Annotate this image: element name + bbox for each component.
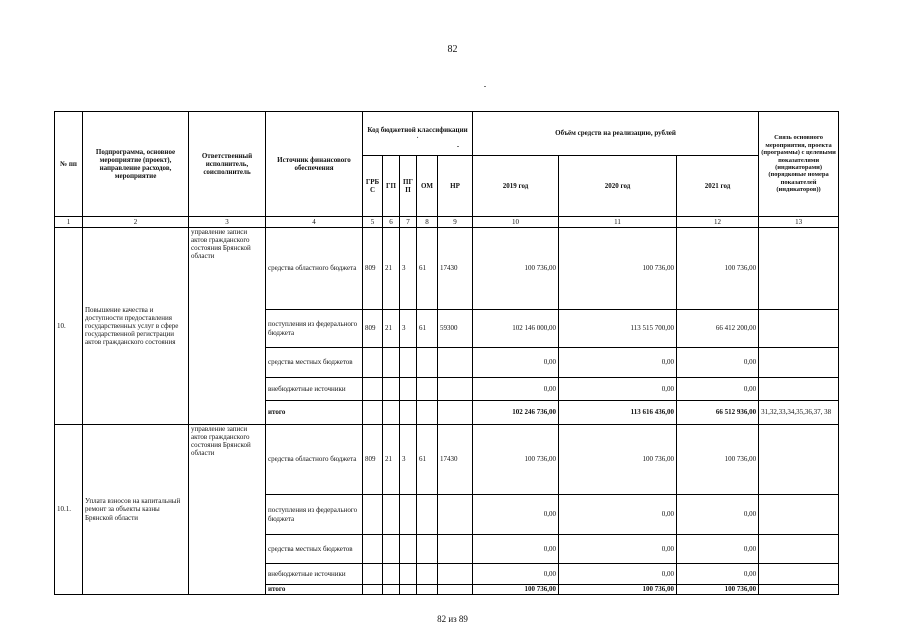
header-no: № пп	[55, 112, 83, 217]
page-number-bottom: 82 из 89	[437, 614, 468, 624]
indicator-link: 31,32,33,34,35,36,37, 38	[759, 401, 839, 425]
amount-2019: 0,00	[473, 378, 559, 401]
code-grbs	[363, 348, 383, 378]
code-grbs	[363, 564, 383, 585]
code-grbs	[363, 401, 383, 425]
code-gp	[383, 495, 400, 535]
code-nr: 17430	[438, 228, 473, 310]
indicator-link	[759, 425, 839, 495]
column-number: 8	[417, 217, 438, 228]
header-indicator-link: Связь основного мероприятия, проекта (программы) с целевыми показателями (индикаторами) (порядковые номера показателей (индикаторов))	[759, 112, 839, 217]
code-pgp	[400, 564, 417, 585]
header-year-2019: 2019 год	[473, 156, 559, 217]
funding-source: внебюджетные источники	[266, 378, 363, 401]
code-pgp	[400, 348, 417, 378]
code-pgp	[400, 535, 417, 564]
code-grbs: 809	[363, 425, 383, 495]
header-nr: НР	[438, 156, 473, 217]
code-nr	[438, 495, 473, 535]
amount-2020: 0,00	[559, 378, 677, 401]
code-om	[417, 585, 438, 595]
code-om: 61	[417, 310, 438, 348]
code-grbs	[363, 535, 383, 564]
header-grbs: ГРБ С	[363, 156, 383, 217]
code-pgp: 3	[400, 310, 417, 348]
funding-source: итого	[266, 401, 363, 425]
column-number: 12	[677, 217, 759, 228]
code-nr	[438, 348, 473, 378]
measure-block	[55, 425, 839, 595]
code-gp	[383, 564, 400, 585]
code-gp	[383, 401, 400, 425]
column-number: 2	[83, 217, 189, 228]
indicator-link	[759, 310, 839, 348]
code-om	[417, 495, 438, 535]
amount-2021: 0,00	[677, 535, 759, 564]
header-pgp: ПГ П	[400, 156, 417, 217]
amount-2020: 100 736,00	[559, 585, 677, 595]
funding-source: средства областного бюджета	[266, 425, 363, 495]
amount-2021: 0,00	[677, 495, 759, 535]
amount-2021: 0,00	[677, 564, 759, 585]
header-om: ОМ	[417, 156, 438, 217]
header-budget-code-group	[363, 112, 473, 156]
code-pgp: 3	[400, 425, 417, 495]
code-grbs: 809	[363, 310, 383, 348]
amount-2020: 113 616 436,00	[559, 401, 677, 425]
amount-2020: 0,00	[559, 348, 677, 378]
indicator-link	[759, 585, 839, 595]
table-row	[55, 425, 839, 495]
table-row	[55, 228, 839, 310]
funding-source: средства местных бюджетов	[266, 348, 363, 378]
amount-2021: 100 736,00	[677, 228, 759, 310]
budget-table	[54, 111, 839, 595]
amount-2020: 100 736,00	[559, 228, 677, 310]
scan-speck	[484, 86, 486, 87]
code-gp	[383, 585, 400, 595]
measure-number: 10.1.	[55, 425, 83, 595]
code-nr	[438, 585, 473, 595]
code-nr	[438, 535, 473, 564]
amount-2021: 0,00	[677, 378, 759, 401]
column-number: 7	[400, 217, 417, 228]
amount-2021: 0,00	[677, 348, 759, 378]
code-om: 61	[417, 228, 438, 310]
header-dot-mark: ·	[416, 133, 419, 142]
funding-source: поступления из федерального бюджета	[266, 495, 363, 535]
column-number: 9	[438, 217, 473, 228]
column-number: 13	[759, 217, 839, 228]
amount-2019: 102 146 000,00	[473, 310, 559, 348]
code-om	[417, 348, 438, 378]
table-header	[55, 112, 839, 228]
column-number: 4	[266, 217, 363, 228]
funding-source: итого	[266, 585, 363, 595]
responsible-executor: управление записи актов гражданского состояния Брянской области	[189, 228, 266, 425]
column-number: 6	[383, 217, 400, 228]
amount-2020: 0,00	[559, 564, 677, 585]
amount-2021: 100 736,00	[677, 425, 759, 495]
code-grbs	[363, 495, 383, 535]
responsible-executor: управление записи актов гражданского состояния Брянской области	[189, 425, 266, 595]
amount-2021: 100 736,00	[677, 585, 759, 595]
indicator-link	[759, 348, 839, 378]
code-nr	[438, 401, 473, 425]
header-year-2021: 2021 год	[677, 156, 759, 217]
code-grbs	[363, 378, 383, 401]
header-program: Подпрограмма, основное мероприятие (проект), направление расходов, мероприятие	[83, 112, 189, 217]
page-number-top: 82	[447, 44, 458, 55]
code-pgp: 3	[400, 228, 417, 310]
column-number: 5	[363, 217, 383, 228]
column-number: 1	[55, 217, 83, 228]
funding-source: средства областного бюджета	[266, 228, 363, 310]
code-grbs	[363, 585, 383, 595]
amount-2021: 66 512 936,00	[677, 401, 759, 425]
amount-2019: 0,00	[473, 348, 559, 378]
code-om	[417, 535, 438, 564]
funding-source: средства местных бюджетов	[266, 535, 363, 564]
header-budget-code-label: Код бюджетной классификации	[367, 126, 468, 135]
code-om	[417, 564, 438, 585]
header-gp: ГП	[383, 156, 400, 217]
amount-2019: 100 736,00	[473, 228, 559, 310]
header-source: Источник финансового обеспечения	[266, 112, 363, 217]
code-pgp	[400, 401, 417, 425]
code-gp	[383, 535, 400, 564]
code-om	[417, 378, 438, 401]
measure-number: 10.	[55, 228, 83, 425]
measure-title: Повышение качества и доступности предоставления государственных услуг в сфере государственной регистрации актов гражданского состояния	[83, 228, 189, 425]
code-gp	[383, 348, 400, 378]
amount-2020: 0,00	[559, 495, 677, 535]
code-pgp	[400, 495, 417, 535]
amount-2019: 102 246 736,00	[473, 401, 559, 425]
indicator-link	[759, 535, 839, 564]
code-grbs: 809	[363, 228, 383, 310]
amount-2019: 0,00	[473, 495, 559, 535]
amount-2019: 100 736,00	[473, 425, 559, 495]
column-number: 10	[473, 217, 559, 228]
header-responsible: Ответственный исполнитель, соисполнитель	[189, 112, 266, 217]
indicator-link	[759, 228, 839, 310]
code-gp	[383, 378, 400, 401]
amount-2020: 100 736,00	[559, 425, 677, 495]
code-gp: 21	[383, 425, 400, 495]
code-om	[417, 401, 438, 425]
code-gp: 21	[383, 228, 400, 310]
column-number: 3	[189, 217, 266, 228]
indicator-link	[759, 495, 839, 535]
amount-2020: 0,00	[559, 535, 677, 564]
indicator-link	[759, 378, 839, 401]
code-gp: 21	[383, 310, 400, 348]
column-number-row	[55, 217, 839, 228]
code-nr: 59300	[438, 310, 473, 348]
column-number: 11	[559, 217, 677, 228]
measure-block	[55, 228, 839, 425]
header-year-2020: 2020 год	[559, 156, 677, 217]
code-pgp	[400, 378, 417, 401]
amount-2020: 113 515 700,00	[559, 310, 677, 348]
amount-2019: 0,00	[473, 535, 559, 564]
code-nr	[438, 564, 473, 585]
measure-title: Уплата взносов на капитальный ремонт за объекты казны Брянской области	[83, 425, 189, 595]
funding-source: внебюджетные источники	[266, 564, 363, 585]
amount-2021: 66 412 200,00	[677, 310, 759, 348]
amount-2019: 100 736,00	[473, 585, 559, 595]
code-pgp	[400, 585, 417, 595]
code-om: 61	[417, 425, 438, 495]
amount-2019: 0,00	[473, 564, 559, 585]
indicator-link	[759, 564, 839, 585]
code-nr: 17430	[438, 425, 473, 495]
code-nr	[438, 378, 473, 401]
header-volume-group: Объём средств на реализацию, рублей	[473, 112, 759, 156]
funding-source: поступления из федерального бюджета	[266, 310, 363, 348]
